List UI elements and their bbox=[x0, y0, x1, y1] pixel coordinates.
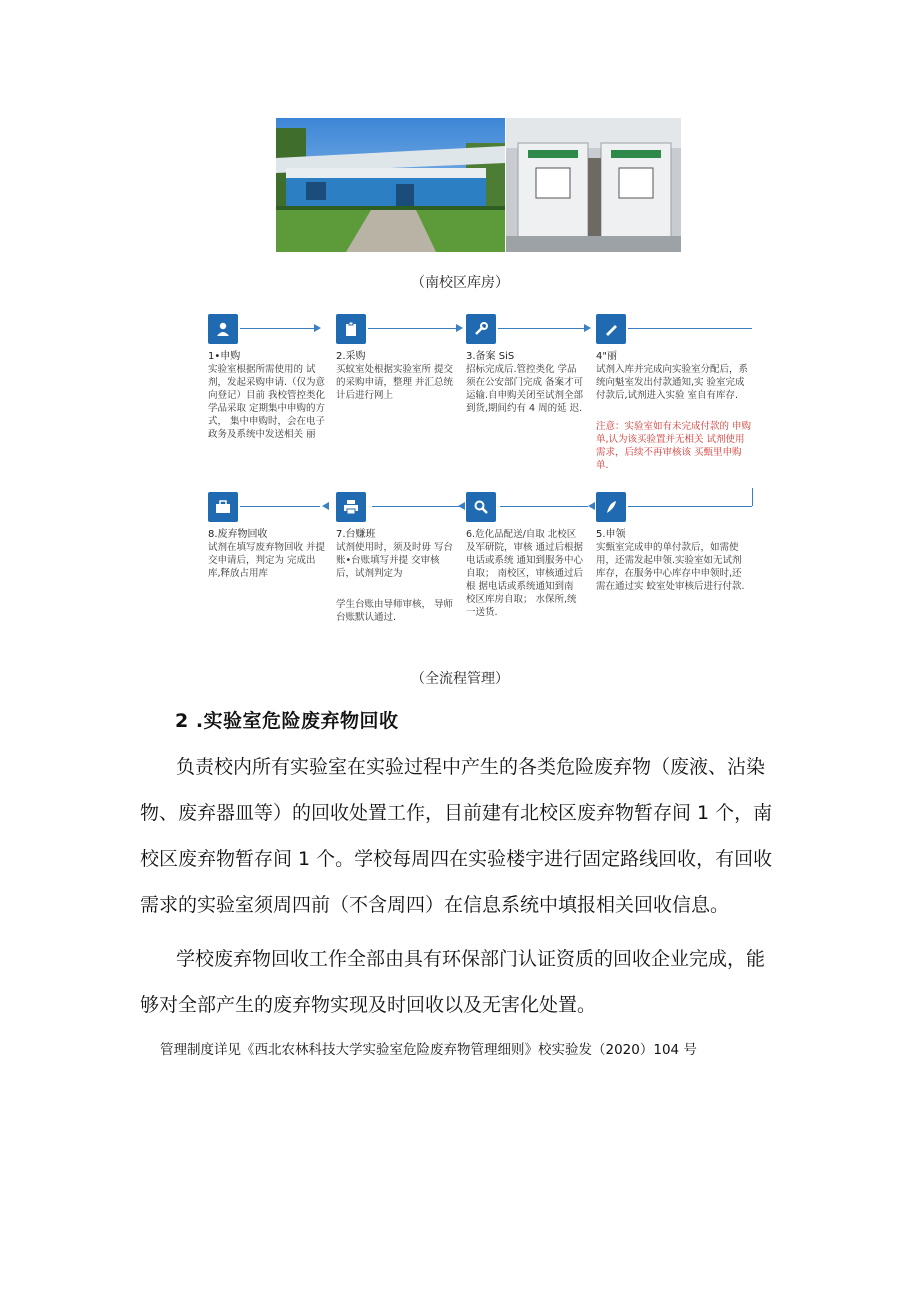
flow-connector bbox=[240, 328, 314, 329]
flow-caption: （全流程管理） bbox=[411, 671, 509, 687]
step-7-text-2: 学生台账由导师审核， 导师台账默认通过. bbox=[336, 599, 454, 623]
printer-icon bbox=[336, 492, 366, 522]
paragraph-line: 负责校内所有实验室在实验过程中产生的各类危险废弃物（废液、沾染 bbox=[176, 756, 766, 778]
paragraph-2 bbox=[140, 936, 800, 1028]
regulation-reference: 管理制度详见《西北农林科技大学实验室危险废弃物管理细则》校实验发（2020）104 号 bbox=[160, 1042, 697, 1058]
step-5-title: 5.申领 bbox=[596, 529, 626, 540]
paragraph-line: 物、废弃器皿等）的回收处置工作，目前建有北校区废弃物暂存间 1 个，南 bbox=[140, 802, 773, 824]
flow-connector bbox=[500, 506, 588, 507]
step-1-text: 实验室根据所需使用的 试剂，发起采购申请.（仅为意向登记）目前 我校管控类化学品采取 定期集中申购的方式， 集中申购时，会在电子 政务及系统中发送相关 丽 bbox=[208, 364, 326, 440]
step-8-text: 试剂在填写废弃物回收 并提交申请后，判定为 完成出库,释放占用库 bbox=[208, 542, 326, 579]
user-icon bbox=[208, 314, 238, 344]
clipboard-icon bbox=[336, 314, 366, 344]
arrow-left-icon bbox=[458, 502, 465, 510]
step-6-text: 6.危化品配送/自取 北校区及军研院，审核 通过后根据电话或系统 通知到服务中心自取； 南校区，审核通过后根 据电话或系统通知到南 校区库房自取； 水保所,统一送货. bbox=[466, 529, 584, 618]
flow-connector bbox=[240, 506, 320, 507]
paragraph-1 bbox=[140, 744, 800, 928]
step-5-text: 实甄室完成申的单付款后，如需使用，还需发起申领.实验室如无试剂库存，在服务中心库存中申领时,还需在通过实 蛟室处审核后进行付款. bbox=[596, 542, 745, 592]
feather-icon bbox=[596, 492, 626, 522]
flow-connector bbox=[752, 488, 753, 506]
arrow-right-icon bbox=[456, 324, 463, 332]
step-7-title: 7.台赚班 bbox=[336, 529, 376, 540]
step-4-note: 注意：实验室如有未完成付款的 申购单,认为该买验置并无相关 试剂使用需求，后续不再审核该 买甄里申购单. bbox=[596, 421, 752, 471]
step-4-title: 4"丽 bbox=[596, 351, 617, 362]
paragraph-line: 学校废弃物回收工作全部由具有环保部门认证资质的回收企业完成，能 bbox=[176, 948, 766, 970]
arrow-right-icon bbox=[314, 324, 321, 332]
step-7-text: 试剂使用时，须及时毋 写台账•台账填写并提 交审核后，试剂判定为 bbox=[336, 542, 454, 579]
search-icon bbox=[466, 492, 496, 522]
step-1-title: 1•申购 bbox=[208, 351, 241, 362]
arrow-left-icon bbox=[588, 502, 595, 510]
step-3-title: 3.备案 SiS bbox=[466, 351, 515, 362]
step-2-title: 2.采购 bbox=[336, 351, 366, 362]
step-2-text: 买蚊室处根据实验室所 提交的采购申请，整理 并汇总统计后进行网上 bbox=[336, 364, 454, 401]
section-heading: 2 .实验室危险废弃物回收 bbox=[175, 710, 399, 732]
chemical-cabinet-photo bbox=[506, 118, 681, 252]
arrow-right-icon bbox=[584, 324, 591, 332]
briefcase-icon bbox=[208, 492, 238, 522]
pen-icon bbox=[596, 314, 626, 344]
warehouse-building-photo bbox=[276, 118, 505, 252]
step-4-text: 试剂入库并完成向实验室分配后，系统向魁室发出付款通知,实 验室完成付款后,试剂进入实验 室自有库存. bbox=[596, 364, 749, 401]
wrench-icon bbox=[466, 314, 496, 344]
flow-connector bbox=[498, 328, 584, 329]
flow-connector bbox=[628, 328, 752, 329]
paragraph-line: 够对全部产生的废弃物实现及时回收以及无害化处置。 bbox=[140, 994, 597, 1016]
paragraph-line: 校区废弃物暂存间 1 个。学校每周四在实验楼宇进行固定路线回收，有回收 bbox=[140, 848, 773, 870]
step-3-text: 招标完成后.管控类化 学品须在公安部门完成 备案才可运输.自申购关闭至试剂全部 到货,期间约有 4 周的延 迟. bbox=[466, 364, 584, 414]
flow-connector bbox=[628, 506, 752, 507]
paragraph-line: 需求的实验室须周四前（不含周四）在信息系统中填报相关回收信息。 bbox=[140, 894, 730, 916]
flow-connector bbox=[368, 328, 456, 329]
process-flow-diagram bbox=[200, 306, 760, 636]
step-8-title: 8.废弃物回收 bbox=[208, 529, 268, 540]
arrow-left-icon bbox=[322, 502, 329, 510]
photo-caption: （南校区库房） bbox=[411, 275, 509, 291]
flow-connector bbox=[372, 506, 460, 507]
